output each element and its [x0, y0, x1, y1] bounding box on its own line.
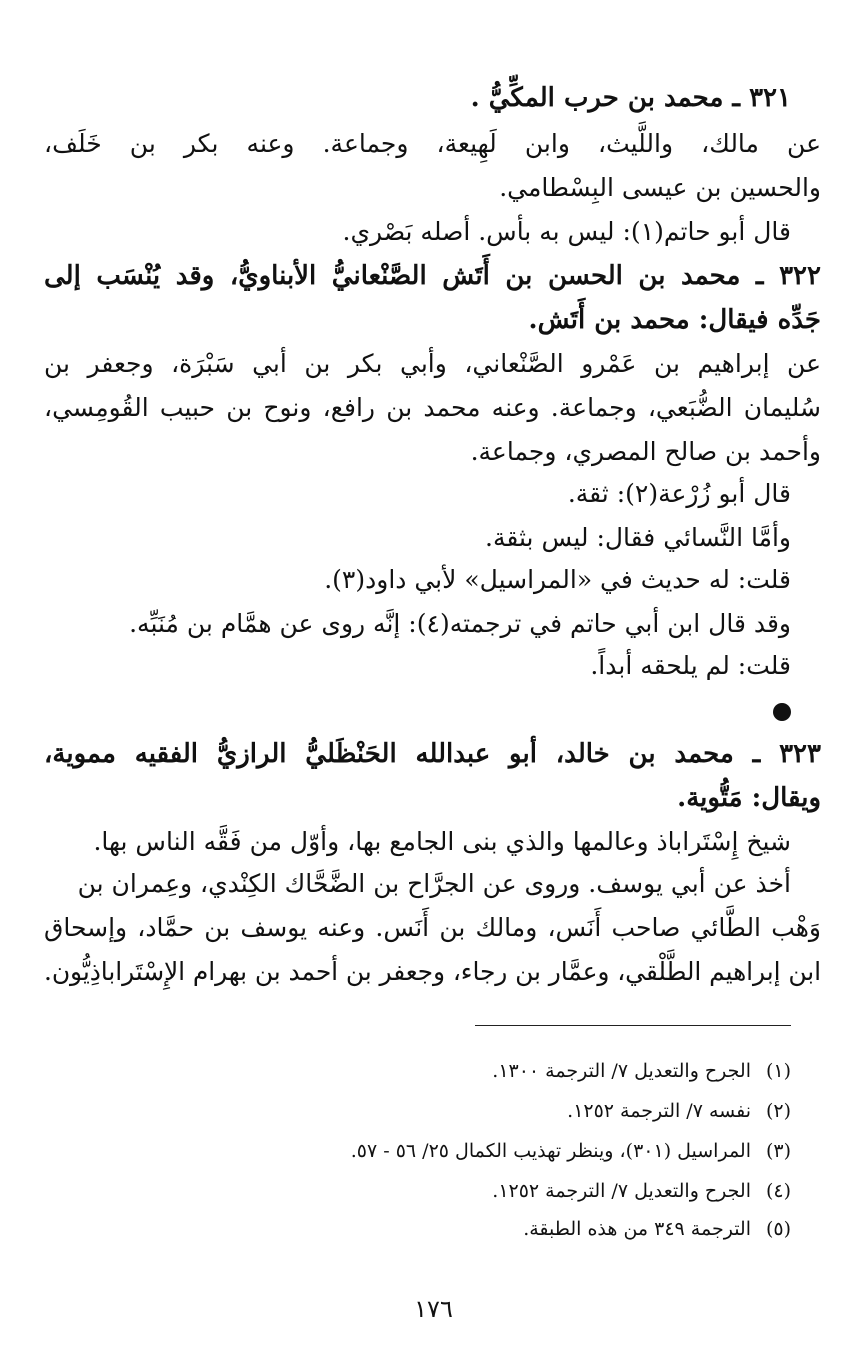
- entry-323-text-line: شيخ إِسْتَراباذ وعالمها والذي بنى الجامع بها، وأوّل من فَقَّه الناس بها.: [93, 827, 791, 856]
- footnote-number: (٤): [765, 1180, 791, 1202]
- entry-322-quote: قال أبو زُرْعة(٢): ثقة.: [567, 479, 791, 508]
- entry-323-text-line: وَهْب الطَّائي صاحب أَنَس، ومالك بن أَنَس. وعنه يوسف بن حمَّاد، وإسحاق: [44, 913, 821, 942]
- entry-321-text-line: والحسين بن عيسى البِسْطامي.: [499, 173, 821, 202]
- footnote-4: [492, 1177, 791, 1205]
- entry-322-heading-cont: جَدِّه فيقال: محمد بن أَتَش.: [528, 305, 821, 335]
- entry-321-heading: ٣٢١ ـ محمد بن حرب المكِّيُّ .: [470, 83, 791, 113]
- bullet-icon: [773, 703, 791, 721]
- footnote-number: (٢): [765, 1100, 791, 1122]
- entry-323-text-line: ابن إبراهيم الطَّلْقي، وعمَّار بن رجاء، وجعفر بن أحمد بن بهرام الإِسْتَراباذِيُّون.: [44, 957, 821, 986]
- entry-323-heading: ٣٢٣ ـ محمد بن خالد، أبو عبدالله الحَنْظَليُّ الرازيُّ الفقيه مموية،: [44, 739, 821, 769]
- footnote-1: [492, 1057, 791, 1085]
- footnote-text: المراسيل (٣٠١)، وينظر تهذيب الكمال ٢٥/ ٥٦ - ٥٧.: [350, 1140, 751, 1162]
- footnote-divider: [475, 1025, 791, 1026]
- entry-322-note: قلت: لم يلحقه أبداً.: [590, 651, 791, 680]
- footnote-text: نفسه ٧/ الترجمة ١٢٥٢.: [567, 1100, 751, 1122]
- entry-321-text-line: عن مالك، واللَّيث، وابن لَهِيعة، وجماعة. وعنه بكر بن خَلَف،: [44, 129, 821, 158]
- entry-322-text-line: عن إبراهيم بن عَمْرو الصَّنْعاني، وأبي بكر بن أبي سَبْرَة، وجعفر بن: [44, 349, 821, 378]
- page-number: ١٧٦: [414, 1295, 453, 1323]
- entry-322-text-line: سُليمان الضُّبَعي، وجماعة. وعنه محمد بن رافع، ونوح بن حبيب القُومِسي،: [44, 393, 821, 422]
- entry-322-text-line: وأحمد بن صالح المصري، وجماعة.: [470, 437, 821, 466]
- footnote-number: (١): [765, 1060, 791, 1082]
- footnote-number: (٥): [765, 1218, 791, 1240]
- footnote-text: الجرح والتعديل ٧/ الترجمة ١٣٠٠.: [492, 1060, 751, 1082]
- entry-322-quote: وأمَّا النَّسائي فقال: ليس بثقة.: [485, 523, 791, 552]
- entry-322-note: قلت: له حديث في «المراسيل» لأبي داود(٣).: [324, 565, 791, 594]
- footnote-3: [351, 1137, 791, 1165]
- footnote-number: (٣): [765, 1140, 791, 1162]
- footnote-text: الجرح والتعديل ٧/ الترجمة ١٢٥٢.: [492, 1180, 751, 1202]
- entry-323-text-line: أخذ عن أبي يوسف. وروى عن الجرَّاح بن الضَّحَّاك الكِنْدي، وعِمران بن: [77, 869, 791, 898]
- footnote-2: [567, 1097, 791, 1125]
- footnote-5: [523, 1215, 791, 1243]
- entry-322-note: وقد قال ابن أبي حاتم في ترجمته(٤): إنَّه روى عن همَّام بن مُنَبِّه.: [129, 609, 791, 638]
- entry-321-quote: قال أبو حاتم(١): ليس به بأس. أصله بَصْري.: [342, 217, 791, 246]
- entry-323-heading-cont: ويقال: مَتُّوية.: [677, 783, 821, 813]
- footnote-text: الترجمة ٣٤٩ من هذه الطبقة.: [523, 1218, 751, 1240]
- entry-322-heading: ٣٢٢ ـ محمد بن الحسن بن أَتَش الصَّنْعانيُّ الأبناويُّ، وقد يُنْسَب إلى: [44, 261, 821, 291]
- cross-reference: [765, 692, 791, 728]
